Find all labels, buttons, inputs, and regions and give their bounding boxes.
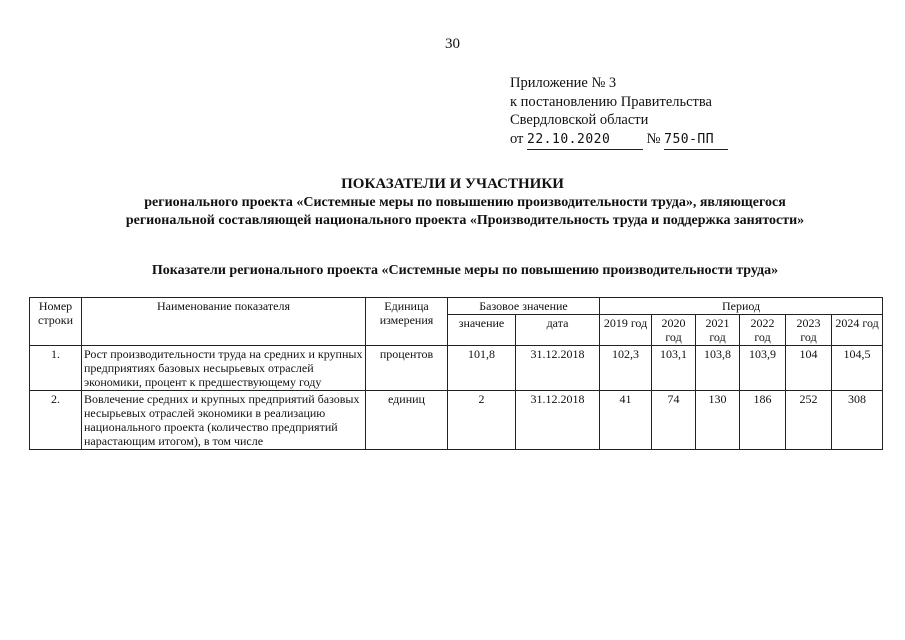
indicator-name: Рост производительности труда на средних и крупных предприятиях базовых несырьевых отраслей экономики, процент к предшествующему году [82, 346, 366, 391]
header-year-2021: 2021 год [696, 315, 740, 346]
header-base-value-value: значение [448, 315, 516, 346]
value-2019: 41 [600, 391, 652, 450]
unit: процентов [366, 346, 448, 391]
subtitle-line-2: региональной составляющей национального проекта «Производительность труда и поддержка занятости» [125, 213, 805, 228]
header-year-2023: 2023 год [786, 315, 832, 346]
value-2022: 103,9 [740, 346, 786, 391]
base-date: 31.12.2018 [516, 391, 600, 450]
appendix-line-2: к постановлению Правительства [510, 93, 712, 110]
value-2022: 186 [740, 391, 786, 450]
document-subtitle [40, 194, 890, 230]
header-year-2020: 2020 год [652, 315, 696, 346]
appendix-block [510, 74, 728, 150]
number-value: 750-ПП [664, 131, 728, 151]
document-title: ПОКАЗАТЕЛИ И УЧАСТНИКИ [341, 176, 564, 192]
appendix-date-line [510, 130, 728, 151]
base-value: 2 [448, 391, 516, 450]
table-row [30, 346, 883, 391]
value-2021: 130 [696, 391, 740, 450]
value-2024: 104,5 [832, 346, 883, 391]
header-year-2024: 2024 год [832, 315, 883, 346]
number-prefix: № [646, 130, 661, 147]
table-row [30, 391, 883, 450]
base-value: 101,8 [448, 346, 516, 391]
header-indicator-name: Наименование показателя [82, 298, 366, 346]
value-2021: 103,8 [696, 346, 740, 391]
header-year-2022: 2022 год [740, 315, 786, 346]
subtitle-line-1: регионального проекта «Системные меры по повышению производительности труда», являющегося [144, 195, 786, 210]
indicator-name: Вовлечение средних и крупных предприятий базовых несырьевых отраслей экономики в реализацию национального проекта (количество предприятий нарастающим итогом), в том числе [82, 391, 366, 450]
row-number: 2. [30, 391, 82, 450]
header-row-number: Номер строки [30, 298, 82, 346]
value-2024: 308 [832, 391, 883, 450]
unit: единиц [366, 391, 448, 450]
header-year-2019: 2019 год [600, 315, 652, 346]
value-2023: 104 [786, 346, 832, 391]
appendix-line-1: Приложение № 3 [510, 75, 617, 91]
header-base-value: Базовое значение [448, 298, 600, 315]
value-2023: 252 [786, 391, 832, 450]
row-number: 1. [30, 346, 82, 391]
value-2019: 102,3 [600, 346, 652, 391]
table-title: Показатели регионального проекта «Системные меры по повышению производительности труда» [151, 263, 779, 278]
header-unit: Единица измерения [366, 298, 448, 346]
date-prefix: от [510, 130, 524, 147]
appendix-line-3: Свердловской области [510, 112, 649, 128]
header-base-value-date: дата [516, 315, 600, 346]
page-number: 30 [445, 36, 460, 52]
indicators-table [29, 297, 883, 450]
date-value: 22.10.2020 [527, 131, 643, 151]
value-2020: 74 [652, 391, 696, 450]
header-period: Период [600, 298, 883, 315]
base-date: 31.12.2018 [516, 346, 600, 391]
value-2020: 103,1 [652, 346, 696, 391]
